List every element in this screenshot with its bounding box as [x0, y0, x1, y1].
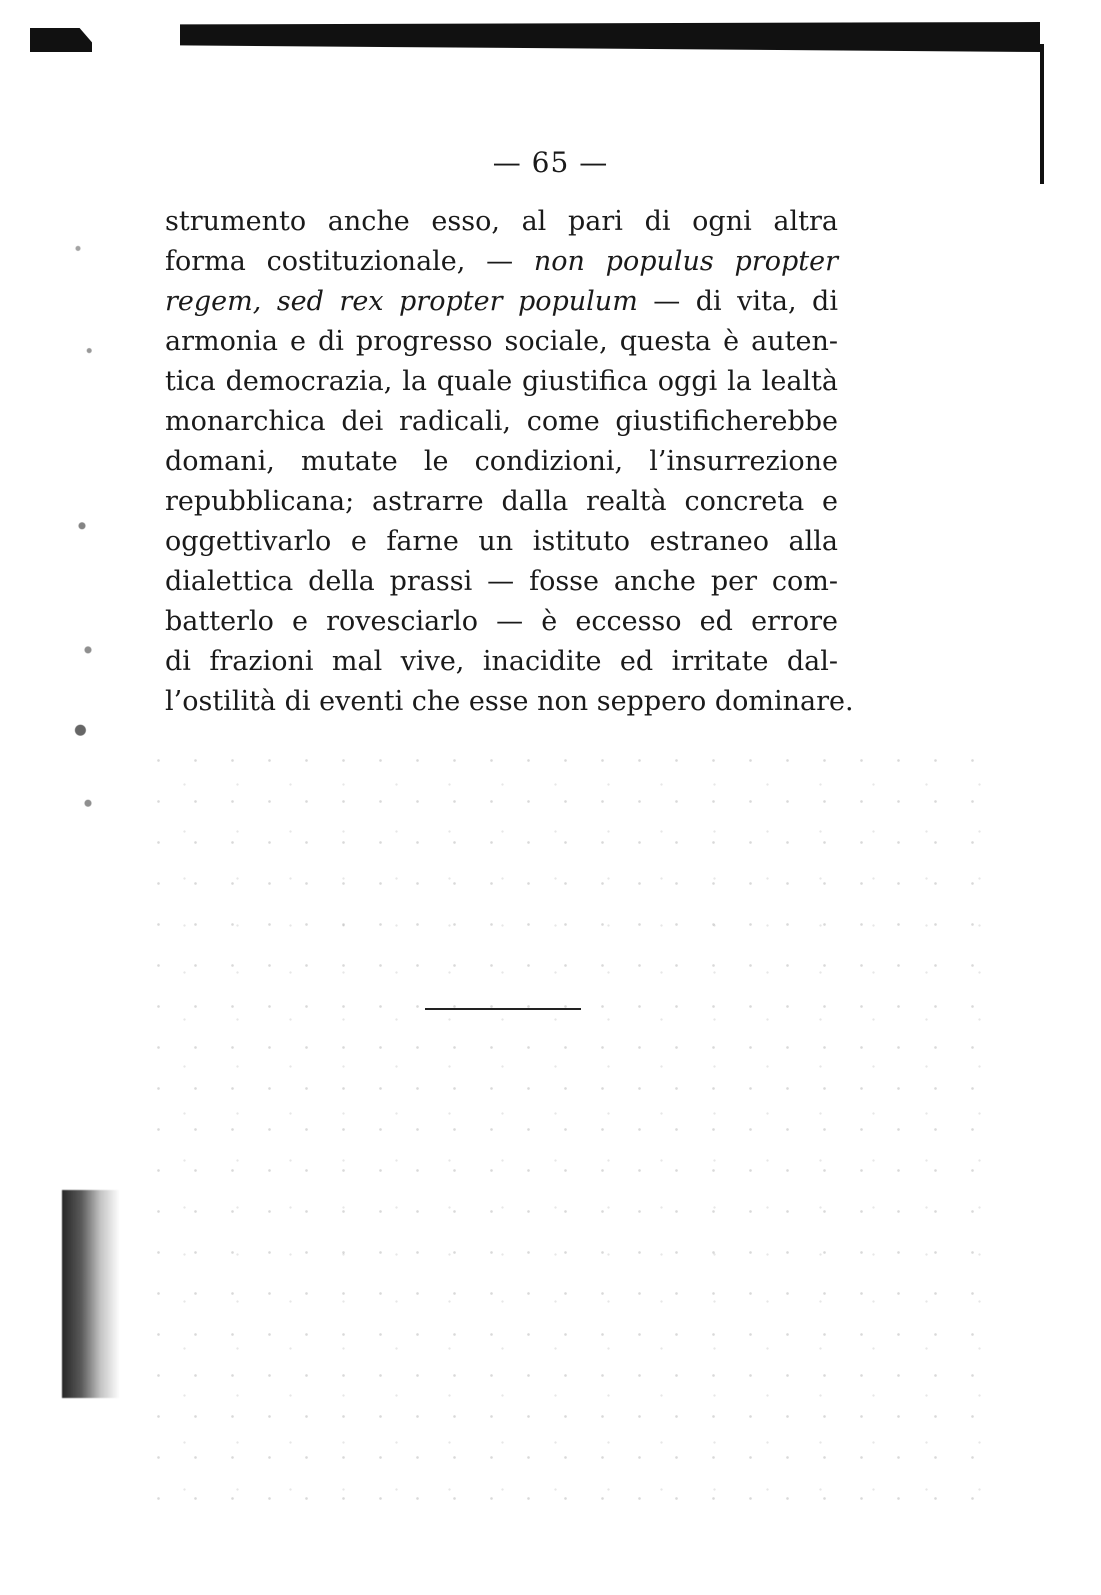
text-line-segment: forma costituzionale, — [165, 246, 514, 277]
text-line: repubblicana; astrarre dalla realtà concreta e [165, 486, 838, 517]
latin-quote: regem, sed rex propter populum [165, 286, 638, 317]
text-line-segment: — di vita, di [653, 286, 838, 317]
text-line: dialettica della prassi — fosse anche per com- [165, 566, 838, 597]
text-line: tica democrazia, la quale giustifica oggi la lealtà [165, 366, 838, 397]
scan-artifact-left-strip [62, 1190, 120, 1398]
latin-quote: non populus propter [533, 246, 838, 277]
section-end-rule [425, 1008, 581, 1010]
text-line: strumento anche esso, al pari di ogni altra [165, 206, 838, 237]
text-line: di frazioni mal vive, inacidite ed irritate dal- [165, 646, 838, 677]
scan-artifact-top-band [180, 22, 1040, 52]
text-line: armonia e di progresso sociale, questa è auten- [165, 326, 838, 357]
text-line [165, 242, 838, 282]
text-line: oggettivarlo e farne un istituto estraneo alla [165, 526, 838, 557]
text-line: l’ostilità di eventi che esse non seppero dominare. [165, 686, 854, 717]
text-line: batterlo e rovesciarlo — è eccesso ed errore [165, 606, 838, 637]
page-number: — 65 — [492, 146, 609, 179]
scan-artifact-speckle-field [140, 740, 1000, 1520]
text-line: monarchica dei radicali, come giustificherebbe [165, 406, 838, 437]
text-line: domani, mutate le condizioni, l’insurrezione [165, 446, 838, 477]
text-line [165, 282, 838, 322]
body-paragraph [165, 202, 854, 722]
scan-artifact-top-left [30, 28, 92, 52]
scan-artifact-left-speckle [66, 190, 106, 920]
